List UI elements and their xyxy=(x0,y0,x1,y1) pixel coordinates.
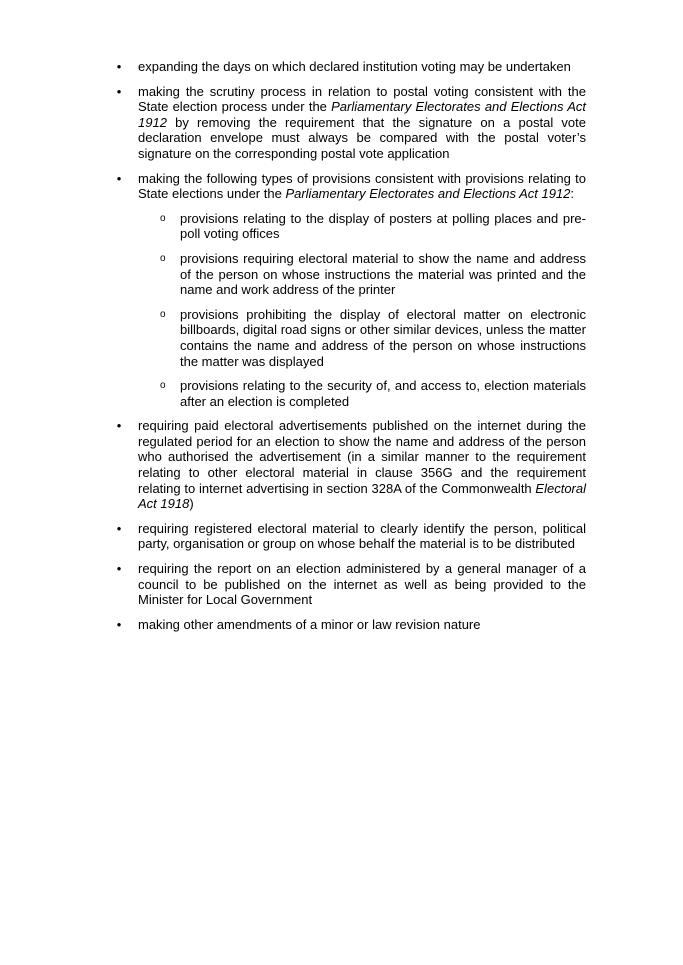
list-item-text: making other amendments of a minor or law revision nature xyxy=(138,616,481,632)
list-item-text xyxy=(138,84,586,162)
list-item xyxy=(114,521,586,552)
list-item xyxy=(114,617,586,633)
bullet-list xyxy=(114,59,586,632)
text-run: ) xyxy=(189,496,194,512)
bullet-icon: • xyxy=(116,59,122,74)
sub-list-item-text: provisions relating to the security of, and access to, election materials after an election is completed xyxy=(180,378,586,409)
document-body xyxy=(114,59,586,641)
text-run: making the following types of provisions consistent with provisions relating to State elections under the xyxy=(138,170,586,202)
list-item-text xyxy=(138,171,586,202)
text-run: requiring paid electoral advertisements published on the internet during the regulated period for an election to show the name and address of the person who authorised the advertisement (in a similar manner to the requirement relating to other electoral material in clause 356G and the requirement relating to internet advertising in section 328A of the Commonwealth xyxy=(138,418,586,496)
sub-list-item xyxy=(138,251,586,298)
list-item-text xyxy=(138,418,586,512)
act-title: Electoral Act 1918 xyxy=(138,480,586,512)
act-title: Parliamentary Electorates and Elections Act 1912 xyxy=(285,186,571,202)
text-run: : xyxy=(570,186,575,202)
sub-list-item xyxy=(138,211,586,242)
list-item-text: expanding the days on which declared institution voting may be undertaken xyxy=(138,59,571,74)
bullet-icon: • xyxy=(116,83,122,99)
circle-bullet-icon: o xyxy=(160,380,166,392)
list-item xyxy=(114,418,586,512)
sub-bullet-list xyxy=(138,211,586,410)
list-item xyxy=(114,561,586,608)
list-item xyxy=(114,171,586,410)
act-title: Parliamentary Electorates and Elections Act 1912 xyxy=(138,99,587,130)
list-item-text: requiring the report on an election administered by a general manager of a council to be published on the internet as well as being provided to the Minister for Local Government xyxy=(138,561,586,608)
circle-bullet-icon: o xyxy=(160,212,166,224)
sub-list-item-text: provisions relating to the display of posters at polling places and pre-poll voting offices xyxy=(180,210,586,242)
bullet-icon: • xyxy=(116,520,122,536)
list-item xyxy=(114,59,586,75)
sub-list-item xyxy=(138,378,586,409)
text-run: by removing the requirement that the signature on a postal vote declaration envelope must always be compared with the postal voter’s signature on the corresponding postal vote application xyxy=(138,114,586,161)
sub-list-item xyxy=(138,307,586,369)
bullet-icon: • xyxy=(116,561,122,577)
sub-list-item-text: provisions requiring electoral material to show the name and address of the person on whose instructions the material was printed and the name and work address of the printer xyxy=(180,250,586,298)
list-item-text: requiring registered electoral material to clearly identify the person, political party, organisation or group on whose behalf the material is to be distributed xyxy=(138,520,586,552)
list-item xyxy=(114,84,586,162)
text-run: making the scrutiny process in relation to postal voting consistent with the State election process under the xyxy=(138,83,586,115)
bullet-icon: • xyxy=(116,170,122,186)
circle-bullet-icon: o xyxy=(160,308,166,320)
circle-bullet-icon: o xyxy=(160,252,166,264)
bullet-icon: • xyxy=(116,616,122,632)
sub-list-item-text: provisions prohibiting the display of electoral matter on electronic billboards, digital road signs or other similar devices, unless the matter contains the name and address of the person on whose instructions the matter was displayed xyxy=(180,306,586,369)
bullet-icon: • xyxy=(116,418,122,434)
